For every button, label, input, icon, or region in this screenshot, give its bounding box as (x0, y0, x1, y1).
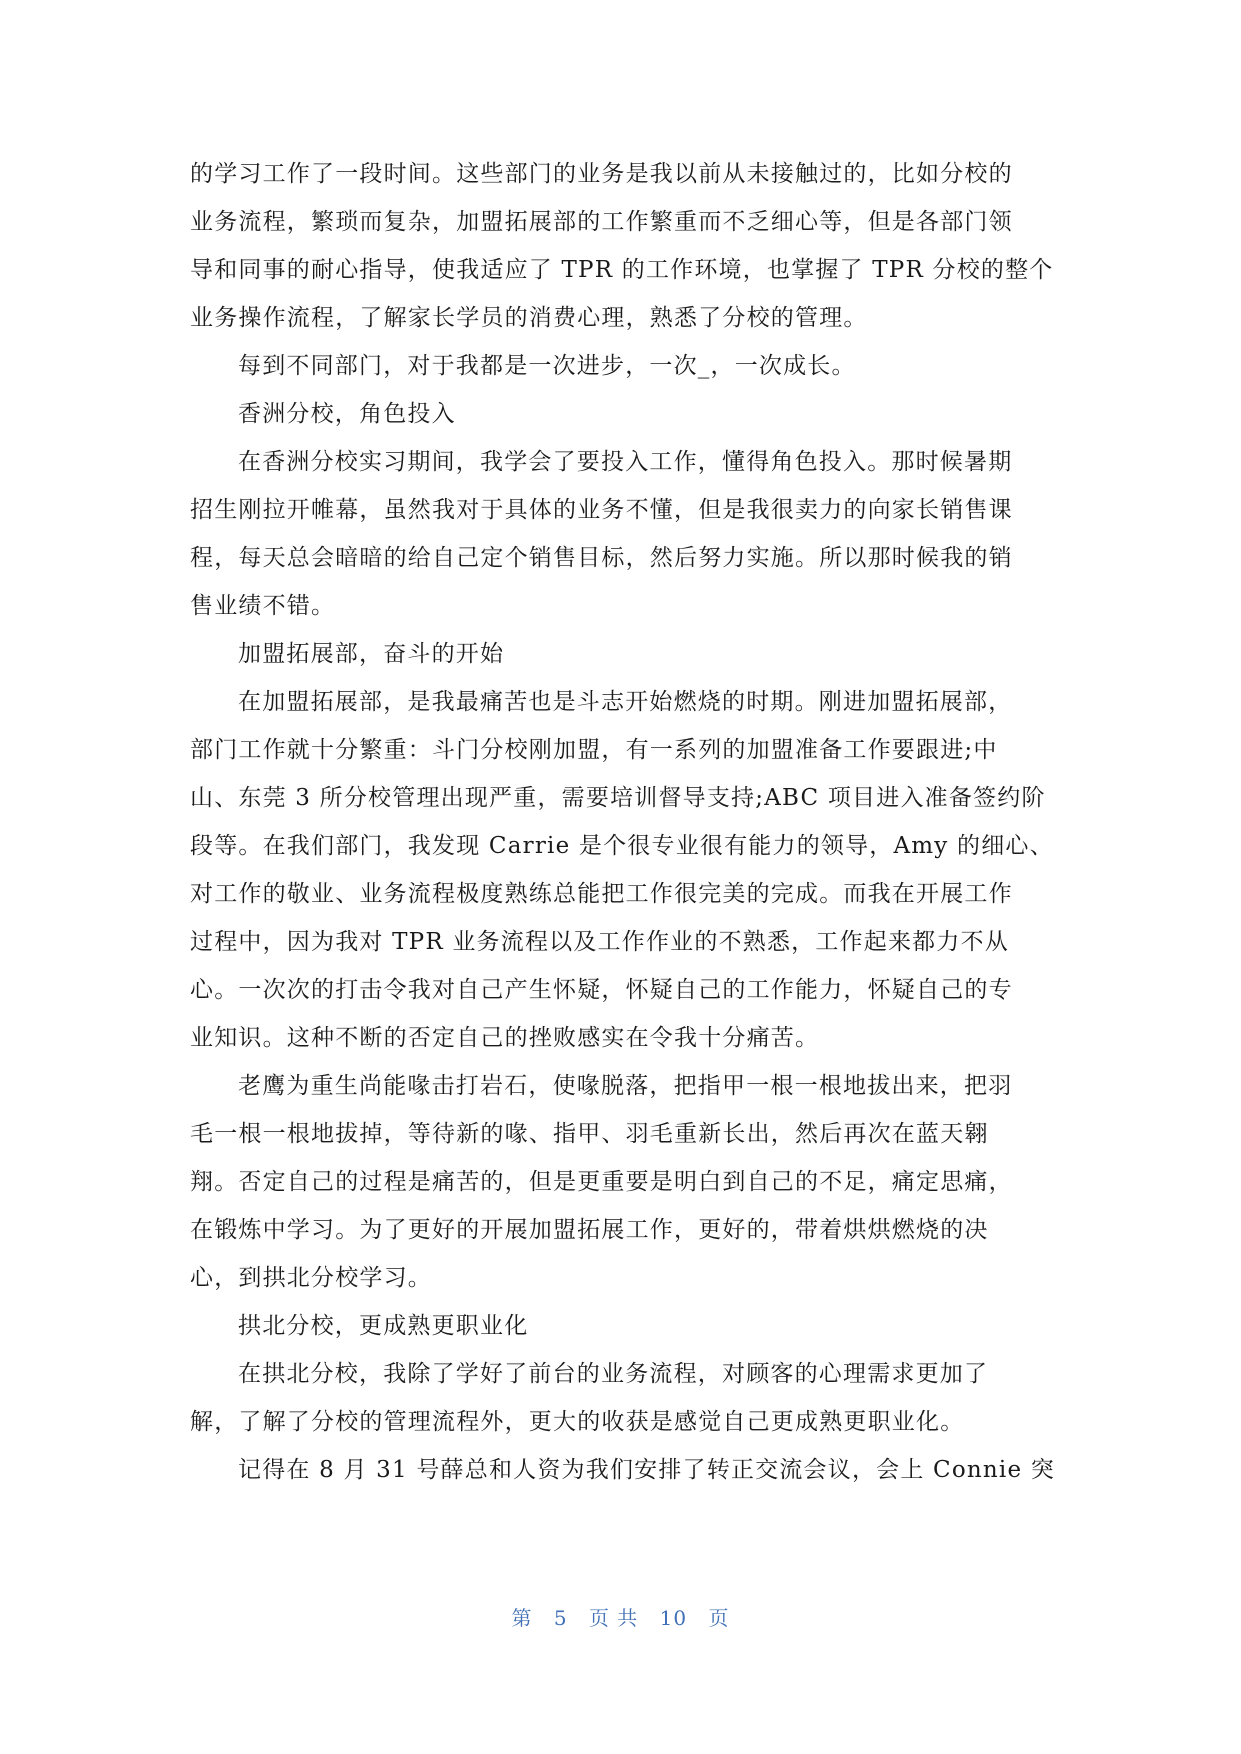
paragraph-first-line: 在加盟拓展部，是我最痛苦也是斗志开始燃烧的时期。刚进加盟拓展部， (238, 689, 1013, 715)
text-line: 业务流程，繁琐而复杂，加盟拓展部的工作繁重而不乏细心等，但是各部门领 (190, 209, 1013, 235)
footer-prefix: 第 (511, 1606, 533, 1630)
text-line: 心，到拱北分校学习。 (190, 1265, 432, 1291)
footer-middle: 页 共 (588, 1606, 639, 1630)
section-heading: 加盟拓展部，奋斗的开始 (238, 641, 505, 667)
total-page-count: 10 (659, 1606, 688, 1630)
text-line: 在锻炼中学习。为了更好的开展加盟拓展工作，更好的，带着烘烘燃烧的决 (190, 1217, 989, 1243)
text-line: 解，了解了分校的管理流程外，更大的收获是感觉自己更成熟更职业化。 (190, 1409, 965, 1435)
text-line: 的学习工作了一段时间。这些部门的业务是我以前从未接触过的，比如分校的 (190, 161, 1013, 187)
text-line: 过程中，因为我对 TPR 业务流程以及工作作业的不熟悉，工作起来都力不从 (190, 929, 1009, 955)
text-line: 程，每天总会暗暗的给自己定个销售目标，然后努力实施。所以那时候我的销 (190, 545, 1013, 571)
paragraph-first-line: 在拱北分校，我除了学好了前台的业务流程，对顾客的心理需求更加了 (238, 1361, 989, 1387)
current-page-number: 5 (553, 1606, 568, 1630)
paragraph-first-line: 老鹰为重生尚能喙击打岩石，使喙脱落，把指甲一根一根地拔出来，把羽 (238, 1073, 1013, 1099)
section-heading: 拱北分校，更成熟更职业化 (238, 1313, 529, 1339)
footer-suffix: 页 (708, 1606, 730, 1630)
paragraph-first-line: 记得在 8 月 31 号薛总和人资为我们安排了转正交流会议，会上 Connie 突 (238, 1457, 1056, 1483)
text-line: 业务操作流程，了解家长学员的消费心理，熟悉了分校的管理。 (190, 305, 868, 331)
text-line: 导和同事的耐心指导，使我适应了 TPR 的工作环境，也掌握了 TPR 分校的整个 (190, 257, 1054, 283)
paragraph-first-line: 在香洲分校实习期间，我学会了要投入工作，懂得角色投入。那时候暑期 (238, 449, 1013, 475)
text-line: 心。一次次的打击令我对自己产生怀疑，怀疑自己的工作能力，怀疑自己的专 (190, 977, 1013, 1003)
text-line: 部门工作就十分繁重：斗门分校刚加盟，有一系列的加盟准备工作要跟进;中 (190, 737, 998, 763)
text-line: 翔。否定自己的过程是痛苦的，但是更重要是明白到自己的不足，痛定思痛， (190, 1169, 1013, 1195)
text-line: 对工作的敬业、业务流程极度熟练总能把工作很完美的完成。而我在开展工作 (190, 881, 1013, 907)
page-number-footer (0, 1602, 1241, 1631)
paragraph-first-line: 每到不同部门，对于我都是一次进步，一次_，一次成长。 (238, 353, 856, 379)
text-line: 毛一根一根地拔掉，等待新的喙、指甲、羽毛重新长出，然后再次在蓝天翱 (190, 1121, 989, 1147)
section-heading: 香洲分校，角色投入 (238, 401, 456, 427)
text-line: 山、东莞 3 所分校管理出现严重，需要培训督导支持;ABC 项目进入准备签约阶 (190, 785, 1046, 811)
text-line: 段等。在我们部门，我发现 Carrie 是个很专业很有能力的领导，Amy 的细心、 (190, 833, 1054, 859)
text-line: 业知识。这种不断的否定自己的挫败感实在令我十分痛苦。 (190, 1025, 820, 1051)
text-line: 招生刚拉开帷幕，虽然我对于具体的业务不懂，但是我很卖力的向家长销售课 (190, 497, 1013, 523)
text-line: 售业绩不错。 (190, 593, 336, 619)
